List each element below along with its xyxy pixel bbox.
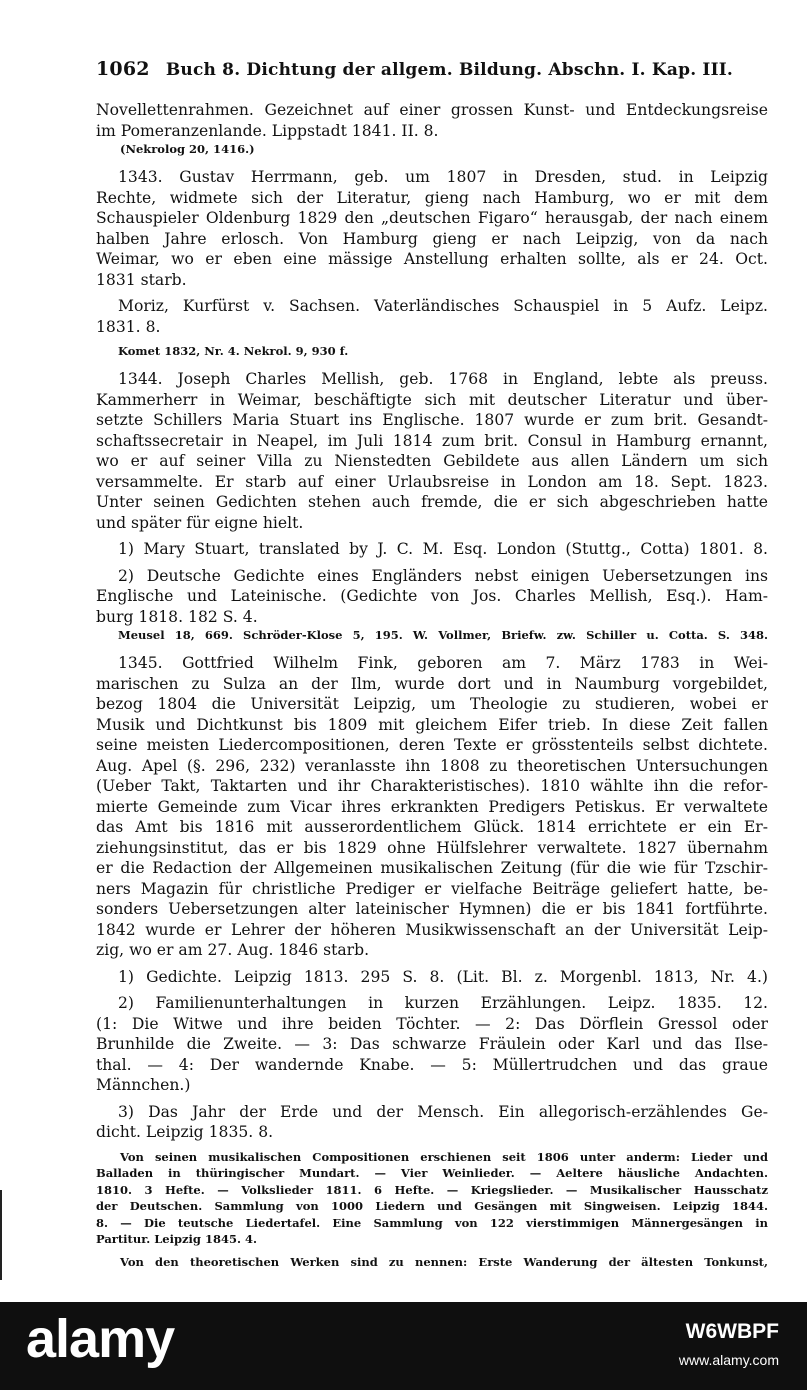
text-line: Unter seinen Gedichten stehen auch fremde, die er sich abgeschrieben hatte — [96, 493, 768, 511]
text-line: im Pomeranzenlande. Lippstadt 1841. II. 8. — [96, 121, 439, 140]
work-line: Englische und Lateinische. (Gedichte von Jos. Charles Mellish, Esq.). Ham- — [96, 587, 768, 605]
text-line: wo er auf seiner Villa zu Nienstedten Gebildete aus allen Ländern um sich — [96, 452, 768, 470]
text-line: ners Magazin für christliche Prediger er vielfache Beiträge geliefert hatte, be- — [96, 879, 768, 898]
text-line: halben Jahre erlosch. Von Hamburg gieng er nach Leipzig, von da nach — [96, 229, 768, 248]
text-line: 1842 wurde er Lehrer der höheren Musikwissenschaft an der Universität Leip- — [96, 920, 768, 939]
text-line: marischen zu Sulza an der Ilm, wurde dort und in Naumburg vorgebildet, — [96, 674, 768, 693]
note-line: 8. — Die teutsche Liedertafel. Eine Sammlung von 122 vierstimmigen Männergesängen in — [96, 1215, 768, 1230]
work-line: 1) Mary Stuart, translated by J. C. M. Esq. London (Stuttg., Cotta) 1801. 8. — [118, 540, 768, 558]
text-line: Musik und Dichtkunst bis 1809 mit gleichem Eifer trieb. In diese Zeit fallen — [96, 715, 768, 734]
work-line: thal. — 4: Der wandernde Knabe. — 5: Müllertrudchen und das graue — [96, 1055, 768, 1074]
work-line: 2) Deutsche Gedichte eines Engländers nebst einigen Uebersetzungen ins — [118, 566, 768, 585]
text-line: seine meisten Liedercompositionen, deren Texte er grösstenteils selbst dichtete. — [96, 736, 768, 754]
text-line: das Amt bis 1816 mit ausserordentlichem Glück. 1814 errichtete er ein Er- — [96, 818, 768, 836]
text-line: Schauspieler Oldenburg 1829 den „deutschen Figaro“ herausgab, der nach einem — [96, 209, 768, 227]
text-line: Aug. Apel (§. 296, 232) veranlasste ihn 1808 zu theoretischen Untersuchungen — [96, 756, 768, 775]
note-line: Von seinen musikalischen Compositionen erschienen seit 1806 unter anderm: Lieder und — [120, 1149, 768, 1164]
text-line: zig, wo er am 27. Aug. 1846 starb. — [96, 941, 370, 959]
text-line: schaftssecretair in Neapel, im Juli 1814 zum brit. Consul in Hamburg ernannt, — [96, 431, 768, 450]
work-line: dicht. Leipzig 1835. 8. — [96, 1123, 274, 1141]
work-line: (1: Die Witwe und ihre beiden Töchter. — 2: Das Dörflein Gressol oder — [96, 1014, 768, 1033]
note-line: Balladen in thüringischer Mundart. — Vier Weinlieder. — Aeltere häusliche Andachten. — [96, 1166, 768, 1181]
continued-entry — [96, 100, 768, 158]
text-line: 1831 starb. — [96, 270, 187, 289]
watermark-logo: alamy — [26, 1309, 175, 1369]
note-line: Von den theoretischen Werken sind zu nennen: Erste Wanderung der ältesten Tonkunst, — [120, 1255, 768, 1270]
entry-1343 — [96, 167, 768, 360]
text-line: (Ueber Takt, Taktarten und ihr Charakteristisches). 1810 wählte ihn die refor- — [96, 777, 768, 795]
reference-line: Meusel 18, 669. Schröder-Klose 5, 195. W. Vollmer, Briefw. zw. Schiller u. Cotta. S. 348. — [118, 628, 768, 642]
page-number: 1062 — [96, 58, 150, 80]
work-line: 1) Gedichte. Leipzig 1813. 295 S. 8. (Lit. Bl. z. Morgenbl. 1813, Nr. 4.) — [118, 967, 768, 986]
text-line: versammelte. Er starb auf einer Urlaubsreise in London am 18. Sept. 1823. — [96, 472, 768, 491]
entry-first-line: 1343. Gustav Herrmann, geb. um 1807 in Dresden, stud. in Leipzig — [118, 168, 768, 186]
work-line: 1831. 8. — [96, 317, 161, 336]
watermark-url: www.alamy.com — [678, 1352, 779, 1368]
text-line: und später für eigne hielt. — [96, 513, 304, 532]
text-line: er die Redaction der Allgemeinen musikalischen Zeitung (für die wie für Tzschir- — [96, 859, 768, 877]
note-line: der Deutschen. Sammlung von 1000 Liedern und Gesängen mit Singweisen. Leipzig 1844. — [96, 1199, 768, 1214]
running-header — [96, 58, 776, 80]
page-body — [96, 100, 768, 1271]
entry-first-line: 1344. Joseph Charles Mellish, geb. 1768 in England, lebte als preuss. — [118, 370, 768, 388]
reference-line: Komet 1832, Nr. 4. Nekrol. 9, 930 f. — [118, 344, 349, 358]
entry-1345 — [96, 653, 768, 1271]
running-title: Buch 8. Dichtung der allgem. Bildung. Abschn. I. Kap. III. — [165, 60, 734, 80]
note-line: 1810. 3 Hefte. — Volkslieder 1811. 6 Hefte. — Kriegslieder. — Musikalischer Hausschatz — [96, 1182, 768, 1197]
text-line: Kammerherr in Weimar, beschäftigte sich mit deutscher Literatur und über- — [96, 390, 768, 409]
image-id: W6WBPF — [685, 1320, 779, 1343]
entry-first-line: 1345. Gottfried Wilhelm Fink, geboren am 7. März 1783 in Wei- — [118, 654, 768, 672]
watermark-bar — [0, 1302, 807, 1390]
work-line: Brunhilde die Zweite. — 3: Das schwarze Fräulein oder Karl und das Ilse- — [96, 1035, 768, 1053]
text-line: mierte Gemeinde zum Vicar ihres erkrankten Predigers Petiskus. Er verwaltete — [96, 797, 768, 816]
work-line: 2) Familienunterhaltungen in kurzen Erzählungen. Leipz. 1835. 12. — [118, 994, 768, 1012]
watermark-stamp — [679, 1318, 779, 1374]
scan-edge — [0, 1190, 2, 1280]
work-line: 3) Das Jahr der Erde und der Mensch. Ein allegorisch-erzählendes Ge- — [118, 1102, 768, 1121]
work-line: burg 1818. 182 S. 4. — [96, 607, 258, 626]
text-line: Weimar, wo er eben eine mässige Anstellung erhalten sollte, als er 24. Oct. — [96, 250, 768, 268]
entry-1344 — [96, 369, 768, 644]
text-line: bezog 1804 die Universität Leipzig, um Theologie zu studieren, wobei er — [96, 695, 768, 713]
text-line: sonders Uebersetzungen alter lateinischer Hymnen) die er bis 1841 fortführte. — [96, 900, 768, 918]
text-line: setzte Schillers Maria Stuart ins Englische. 1807 wurde er zum brit. Gesandt- — [96, 411, 768, 429]
text-line: ziehungsinstitut, das er bis 1829 ohne Hülfslehrer verwaltete. 1827 übernahm — [96, 838, 768, 857]
compositions-note — [96, 1149, 768, 1249]
reference-line: (Nekrolog 20, 1416.) — [120, 142, 255, 156]
note-line: Partitur. Leipzig 1845. 4. — [96, 1232, 257, 1247]
text-line: Novellettenrahmen. Gezeichnet auf einer grossen Kunst- und Entdeckungsreise — [96, 101, 768, 119]
work-line: Moriz, Kurfürst v. Sachsen. Vaterländisches Schauspiel in 5 Aufz. Leipz. — [118, 297, 768, 315]
work-line: Männchen.) — [96, 1076, 191, 1094]
text-line: Rechte, widmete sich der Literatur, gieng nach Hamburg, wo er mit dem — [96, 188, 768, 207]
